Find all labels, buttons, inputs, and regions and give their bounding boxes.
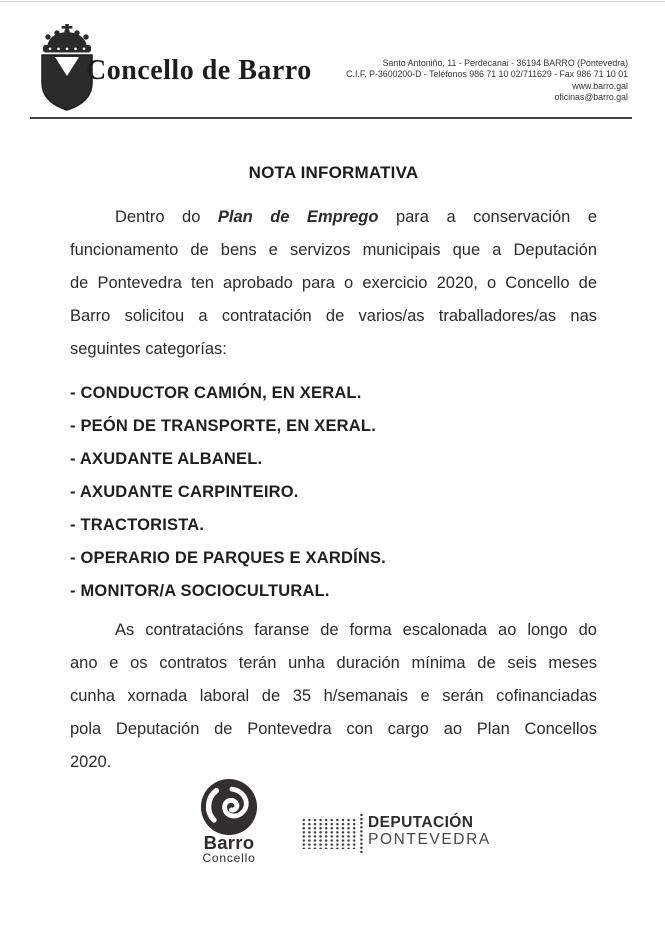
job-category-item: - AXUDANTE ALBANEL. [70,450,263,468]
barro-swirl-icon [200,778,258,836]
deputacion-dots-icon [300,810,364,856]
deputacion-logo-line2: PONTEVEDRA [368,831,491,848]
paragraph-conditions-line: pola Deputación de Pontevedra con cargo ao Plan Concellos [70,720,597,738]
job-category-item: - CONDUCTOR CAMIÓN, EN XERAL. [70,384,362,402]
scan-artifact-line [0,1,665,2]
paragraph-intro [70,201,597,366]
contact-website: www.barro.gal [572,80,628,91]
contact-block [346,58,628,104]
paragraph-conditions-line: As contratacións faranse de forma escalonada ao longo do [115,621,597,639]
paragraph-intro-line [70,201,597,234]
deputacion-logo-text [368,814,491,848]
contact-cif-phone: C.I.F. P-3600200-D - Teléfonos 986 71 10 02/711629 - Fax 986 71 10 01 [346,69,628,80]
deputacion-dots-column [357,812,363,853]
paragraph-intro-line: de Pontevedra ten aprobado para o exercicio 2020, o Concello de [70,274,597,292]
contact-address: Santo Antoniño, 11 - Perdecanai - 36194 BARRO (Pontevedra) [382,58,628,68]
job-category-item: - OPERARIO DE PARQUES E XARDÍNS. [70,549,386,567]
deputacion-dots-grid [300,817,356,849]
intro-text-after: para a conservación e [378,208,598,226]
job-category-list [70,377,597,608]
paragraph-intro-line: funcionamento de bens e servizos municipais que a Deputación [70,241,597,259]
deputacion-logo-line1: DEPUTACIÓN [368,814,474,831]
job-category-item: - TRACTORISTA. [70,516,205,534]
job-category-item: - MONITOR/A SOCIOCULTURAL. [70,582,330,600]
paragraph-conditions-line: 2020. [70,753,112,771]
paragraph-intro-line: Barro solicitou a contratación de varios/as traballadores/as nas [70,307,597,325]
plan-de-emprego-emphasis: Plan de Emprego [217,208,379,226]
barro-concello-logo [193,778,265,865]
job-category-item: - AXUDANTE CARPINTEIRO. [70,483,299,501]
document-title: NOTA INFORMATIVA [248,163,419,182]
barro-logo-subtitle: Concello [202,851,256,865]
job-category-item: - PEÓN DE TRANSPORTE, EN XERAL. [70,417,376,435]
paragraph-conditions-line: ano e os contratos terán unha duración mínima de seis meses [70,654,597,672]
contact-email: oficinas@barro.gal [554,92,628,103]
barro-logo-name: Barro [203,832,255,853]
intro-text-before: Dentro do [115,208,218,226]
paragraph-intro-line: seguintes categorías: [70,340,227,358]
paragraph-conditions [70,614,597,779]
header-divider [30,117,632,119]
entity-title: Concello de Barro [86,55,312,86]
paragraph-conditions-line: cunha xornada laboral de 35 h/semanais e serán cofinanciadas [70,687,597,705]
